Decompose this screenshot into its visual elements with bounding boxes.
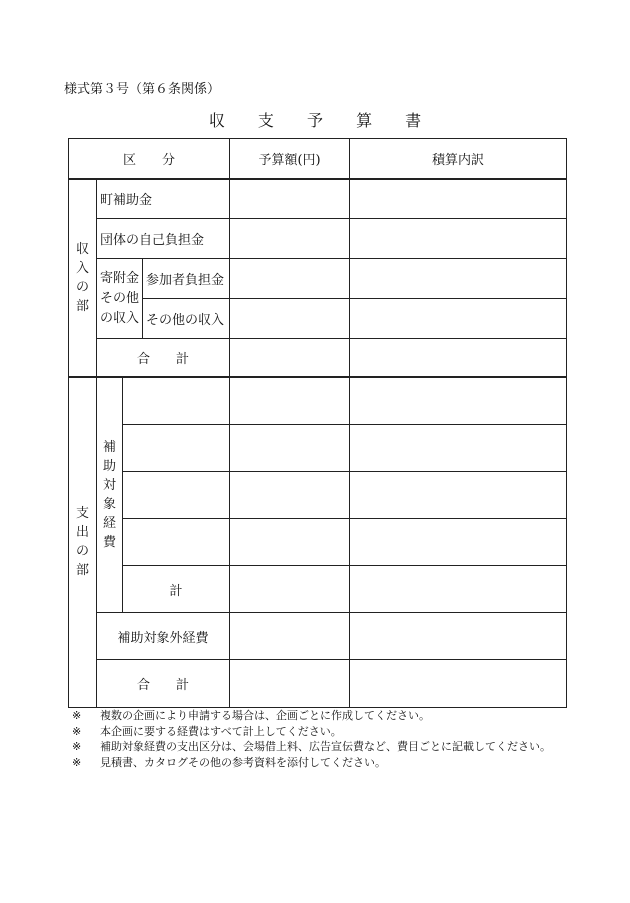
table-row — [69, 339, 567, 377]
expense-section-label: 支 出 の 部 — [69, 377, 97, 708]
details-cell[interactable] — [350, 660, 567, 708]
budget-cell[interactable] — [230, 425, 350, 472]
budget-cell[interactable] — [230, 219, 350, 259]
note-item — [72, 724, 551, 740]
income-section-label: 収 入 の 部 — [69, 179, 97, 377]
table-row — [69, 613, 567, 660]
note-mark: ※ — [72, 740, 82, 753]
table-row — [69, 299, 567, 339]
note-mark: ※ — [72, 755, 82, 769]
table-row — [69, 219, 567, 259]
details-cell[interactable] — [350, 299, 567, 339]
budget-cell[interactable] — [230, 566, 350, 613]
budget-cell[interactable] — [230, 613, 350, 660]
budget-cell[interactable] — [230, 519, 350, 566]
table-row — [69, 179, 567, 219]
note-text: 見積書、カタログその他の参考資料を添付してください。 — [100, 755, 386, 769]
header-row — [69, 139, 567, 179]
note-item — [72, 708, 551, 724]
note-item — [72, 755, 551, 771]
note-text: 補助対象経費の支出区分は、会場借上料、広告宣伝費など、費目ごとに記載してください。 — [100, 740, 551, 753]
expense-item-cell[interactable] — [123, 425, 230, 472]
participant-fee-label: 参加者負担金 — [143, 259, 230, 299]
details-cell[interactable] — [350, 613, 567, 660]
expense-subtotal-label: 計 — [123, 566, 230, 613]
donation-label: 寄附金 その他 の収入 — [97, 259, 143, 339]
note-mark: ※ — [72, 709, 82, 722]
expense-total-label: 合 計 — [97, 660, 230, 708]
details-cell[interactable] — [350, 566, 567, 613]
budget-table — [68, 138, 567, 708]
table-row — [69, 259, 567, 299]
header-details: 積算内訳 — [350, 139, 567, 179]
details-cell[interactable] — [350, 472, 567, 519]
details-cell[interactable] — [350, 377, 567, 425]
budget-cell[interactable] — [230, 179, 350, 219]
budget-cell[interactable] — [230, 472, 350, 519]
budget-cell[interactable] — [230, 259, 350, 299]
table-row — [69, 519, 567, 566]
table-row — [69, 566, 567, 613]
table-row — [69, 425, 567, 472]
self-funding-label: 団体の自己負担金 — [97, 219, 230, 259]
note-item — [72, 739, 551, 755]
table-row — [69, 472, 567, 519]
header-category: 区 分 — [69, 139, 230, 179]
note-text: 複数の企画により申請する場合は、企画ごとに作成してください。 — [100, 709, 430, 722]
other-income-label: その他の収入 — [143, 299, 230, 339]
income-total-label: 合 計 — [97, 339, 230, 377]
note-text: 本企画に要する経費はすべて計上してください。 — [100, 724, 342, 738]
non-eligible-expense-label: 補助対象外経費 — [97, 613, 230, 660]
details-cell[interactable] — [350, 339, 567, 377]
details-cell[interactable] — [350, 219, 567, 259]
details-cell[interactable] — [350, 179, 567, 219]
note-mark: ※ — [72, 724, 82, 738]
expense-item-cell[interactable] — [123, 472, 230, 519]
form-number: 様式第３号（第６条関係） — [64, 82, 221, 97]
document-title: 収 支 予 算 書 — [208, 111, 436, 130]
table-row — [69, 660, 567, 708]
town-subsidy-label: 町補助金 — [97, 179, 230, 219]
details-cell[interactable] — [350, 425, 567, 472]
header-budget: 予算額(円) — [230, 139, 350, 179]
expense-item-cell[interactable] — [123, 377, 230, 425]
details-cell[interactable] — [350, 519, 567, 566]
eligible-expense-label: 補 助 対 象 経 費 — [97, 377, 123, 613]
notes — [72, 708, 551, 770]
budget-cell[interactable] — [230, 660, 350, 708]
budget-cell[interactable] — [230, 339, 350, 377]
budget-cell[interactable] — [230, 377, 350, 425]
details-cell[interactable] — [350, 259, 567, 299]
expense-item-cell[interactable] — [123, 519, 230, 566]
budget-cell[interactable] — [230, 299, 350, 339]
table-row — [69, 377, 567, 425]
